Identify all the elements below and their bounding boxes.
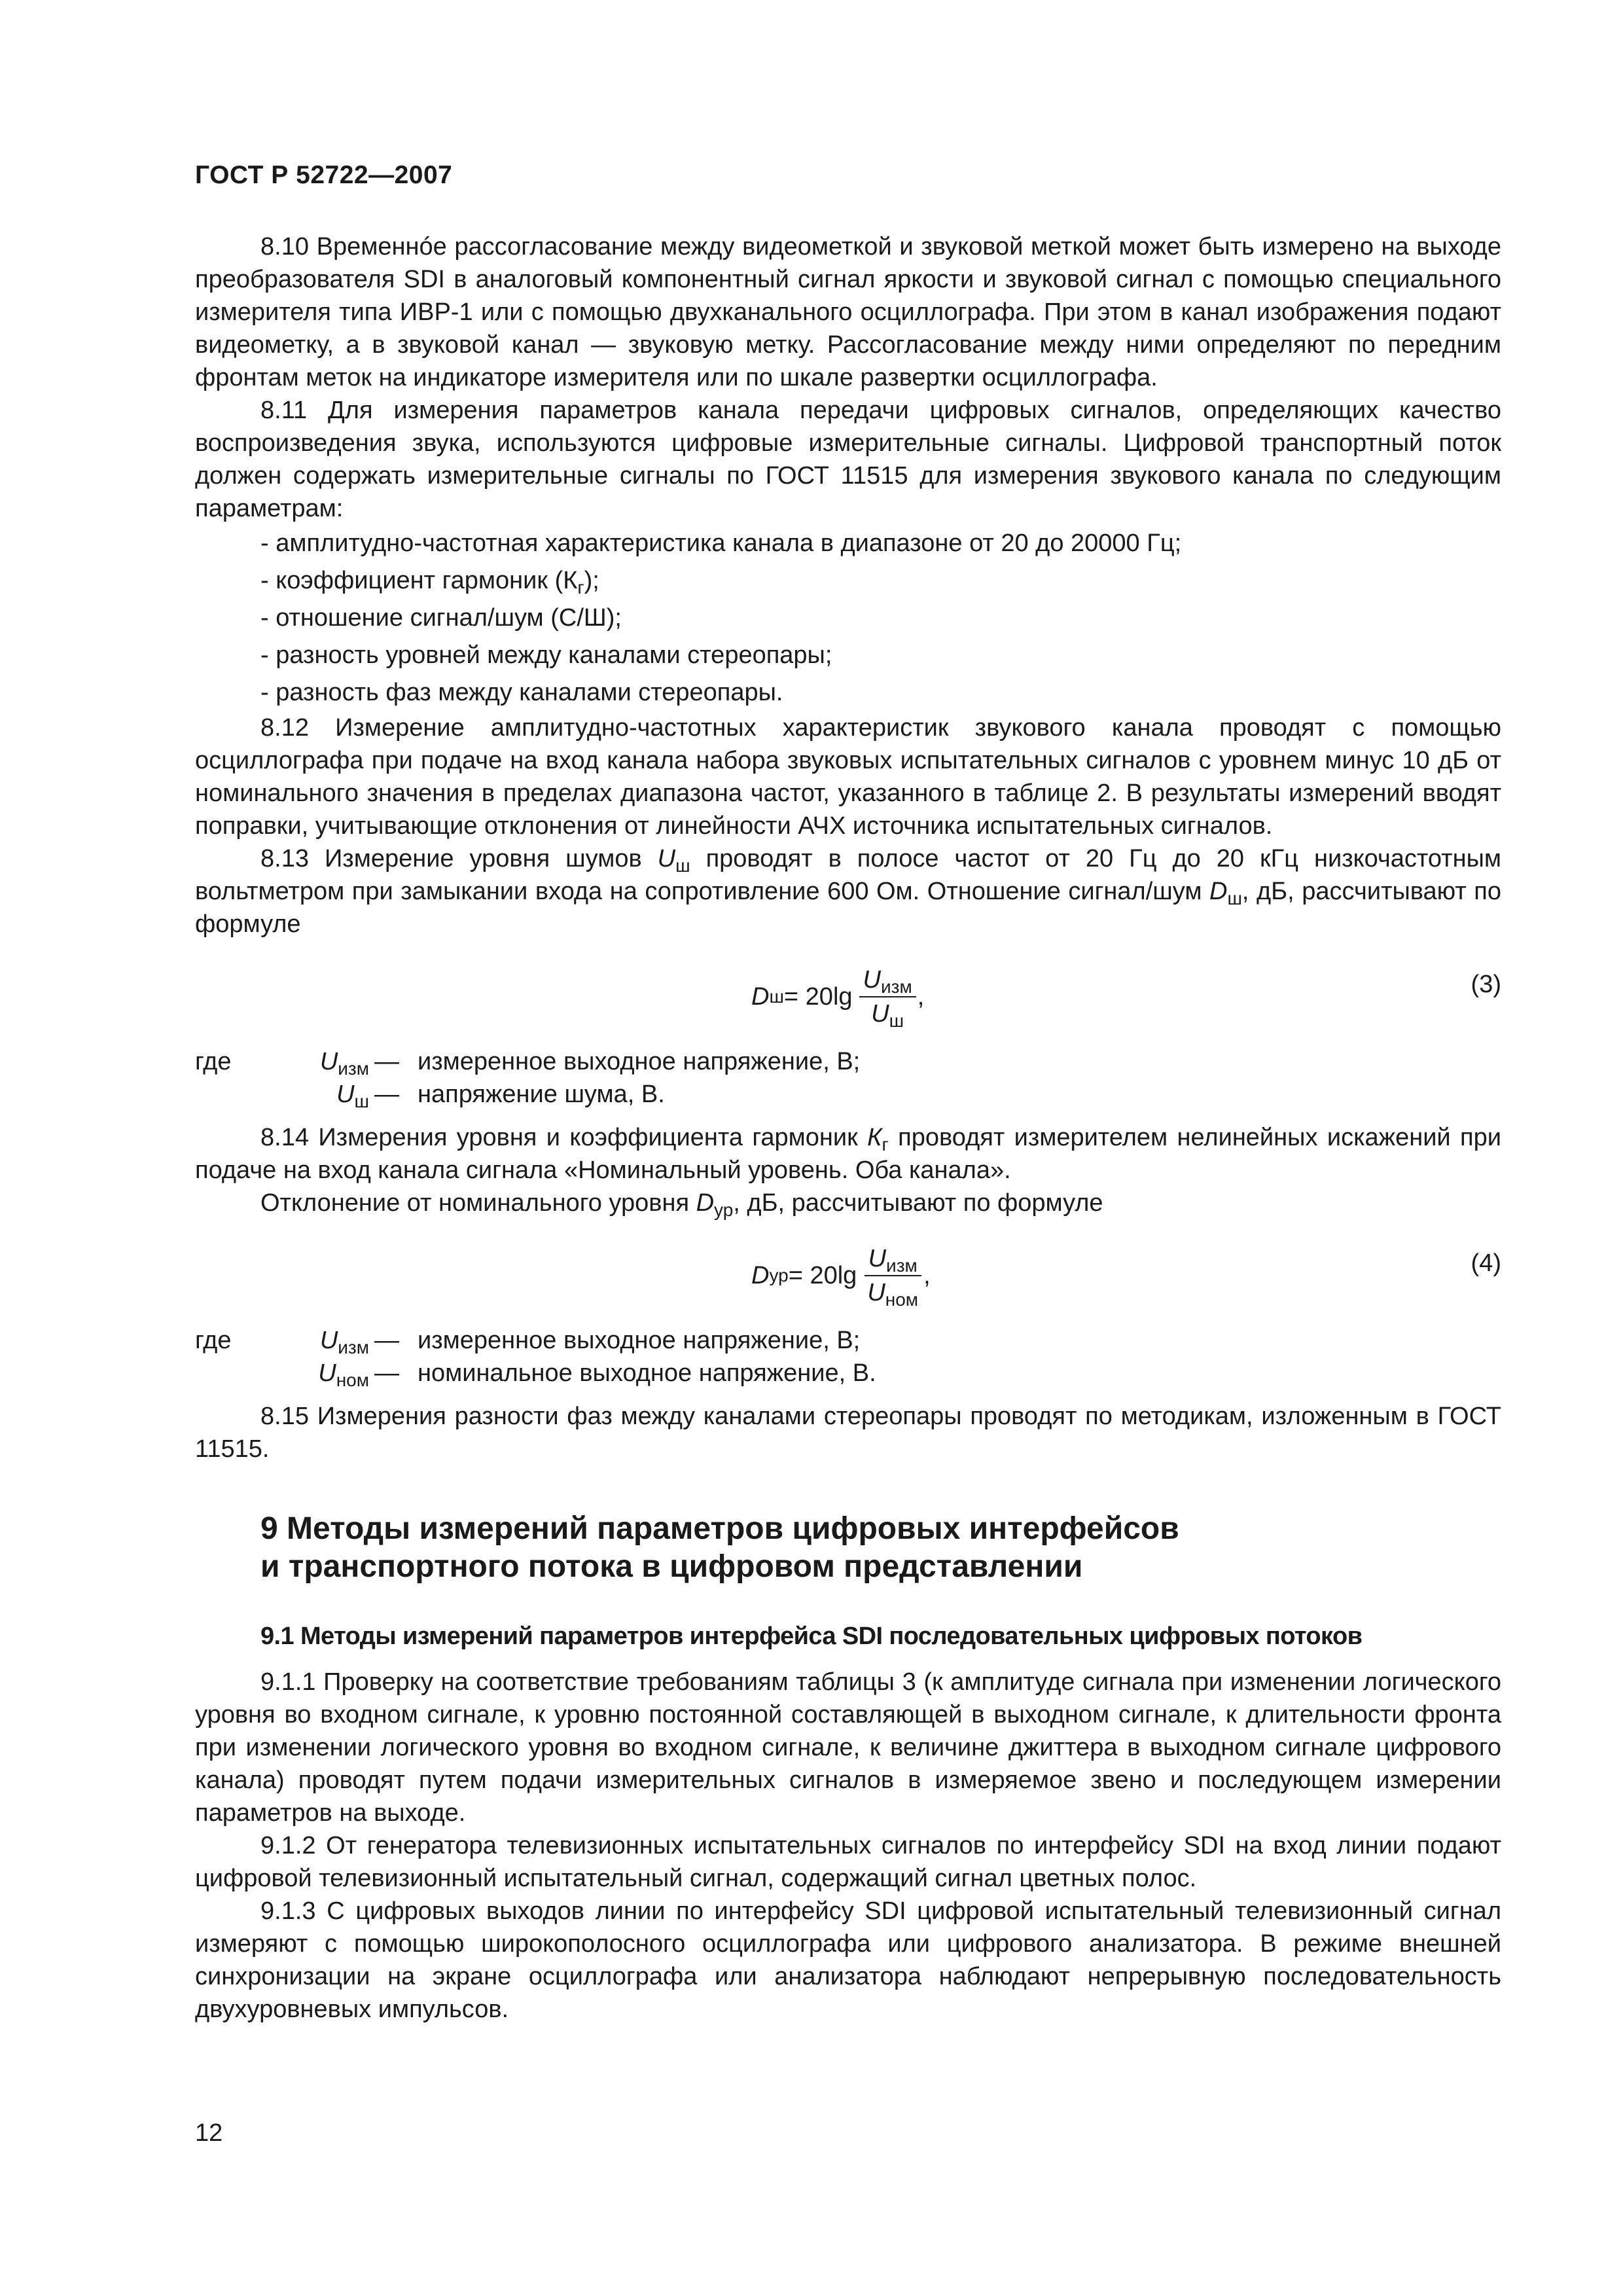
subsection-heading-9-1: 9.1 Методы измерений параметров интерфейса SDI последовательных цифровых потоков (260, 1623, 1363, 1650)
formula-number: (4) (1471, 1249, 1501, 1277)
where-prefix: где (195, 1048, 232, 1075)
subscript: ном (336, 1370, 369, 1390)
subscript: ш (675, 855, 690, 876)
where-text: измеренное выходное напряжение, В; (418, 1048, 861, 1075)
where-text: измеренное выходное напряжение, В; (418, 1327, 861, 1354)
paragraph-8-10: 8.10 Временнóе рассогласование между видеометкой и звуковой меткой может быть измерено на выходе преобразователя SDI в аналоговый компонентный сигнал яркости и звуковой сигнал с помощью специального измерителя типа ИВР-1 или с помощью двухканального осциллографа. При этом в канал изображения подают видеометку, а в звуковой канал — звуковую метку. Рассогласование между ними определяют по передним фронтам меток на индикаторе измерителя или по шкале развертки осциллографа. (195, 233, 1501, 391)
symbol: К (867, 1124, 882, 1151)
formula-tail: , (923, 1262, 931, 1289)
document-header: ГОСТ Р 52722—2007 (195, 161, 453, 189)
symbol: D (696, 1189, 715, 1217)
text-run: 8.14 Измерения уровня и коэффициента гармоник (260, 1124, 868, 1151)
subscript: ном (885, 1289, 919, 1310)
where-row (195, 1357, 1501, 1390)
list-item-text: ); (584, 567, 599, 594)
text-run: Отклонение от номинального уровня (260, 1189, 696, 1217)
formula-body: D ур = 20lg $\frac{U_{изм}}{U_{ном}}$ , (751, 1234, 931, 1318)
formula-lhs: D (751, 1262, 770, 1289)
subscript: ш (889, 1011, 904, 1031)
text-run: , дБ, рассчитывают по формуле (733, 1189, 1103, 1217)
where-dash: — (374, 1327, 399, 1354)
where-prefix-spacer (195, 1078, 257, 1111)
paragraph-9-1-1: 9.1.1 Проверку на соответствие требованиям таблицы 3 (к амплитуде сигнала при изменении логического уровня во входном сигнале, к уровню постоянной составляющей в выходном сигнале, к длительности фронта при изменении логического уровня во входном сигнале, к величине джиттера в выходном сигнале цифрового канала) проводят путем подачи измерительных сигналов в измеряемое звено и последующем измерении параметров на выходе. (195, 1668, 1501, 1827)
paragraph-8-13 (195, 842, 1501, 941)
section-heading-9 (195, 1510, 1501, 1586)
formula-lhs: D (751, 983, 770, 1011)
formula-tail: , (917, 983, 925, 1011)
text-run: проводят измерителем нелинейных искажений при подаче на вход канала сигнала «Номинальный уровень. Оба канала». (195, 1124, 1501, 1184)
where-row (195, 1078, 1501, 1111)
where-symbol (257, 1045, 369, 1078)
where-text: напряжение шума, В. (418, 1081, 665, 1108)
subscript: изм (338, 1058, 369, 1079)
fraction (859, 963, 916, 1030)
fraction-denominator (863, 1276, 922, 1309)
fraction-numerator (865, 1242, 921, 1276)
subscript: г (882, 1134, 889, 1155)
text-run: проводят в полосе частот от 20 Гц до 20 кГц низкочастотным вольтметром при замыкании входа на сопротивление 600 Ом. Отношение сигнал/шум (195, 845, 1501, 905)
subscript: изм (338, 1337, 369, 1357)
subscript: ш (354, 1091, 369, 1111)
paragraph-9-1-2: 9.1.2 От генератора телевизионных испытательных сигналов по интерфейсу SDI на вход линии подают цифровой телевизионный испытательный сигнал, содержащий сигнал цветных полос. (195, 1832, 1501, 1892)
where-dash: — (374, 1359, 399, 1387)
where-row (195, 1324, 1501, 1357)
symbol: U (319, 1048, 338, 1075)
fraction (863, 1242, 922, 1309)
symbol: U (863, 966, 881, 994)
symbol: U (871, 1000, 889, 1028)
symbol: U (657, 845, 676, 872)
where-block-3 (195, 1045, 1501, 1111)
page-number: 12 (195, 2119, 223, 2147)
fraction-numerator (859, 963, 916, 997)
where-row (195, 1045, 1501, 1078)
heading-line: и транспортного потока в цифровом представлении (260, 1549, 1083, 1584)
where-dash: — (374, 1081, 399, 1108)
symbol: U (867, 1279, 885, 1306)
list-item-text: коэффициент гармоник (К (276, 567, 578, 594)
symbol: D (1209, 878, 1228, 905)
subscript: изм (880, 977, 912, 997)
list-item: - амплитудно-частотная характеристика канала в диапазоне от 20 до 20000 Гц; (195, 525, 1501, 562)
paragraph-8-14-deviation (195, 1187, 1501, 1219)
text-run: , дБ, рассчитывают по формуле (195, 878, 1501, 938)
paragraph-8-14 (195, 1121, 1501, 1187)
where-prefix-spacer (195, 1357, 257, 1390)
list-item (195, 562, 1501, 600)
where-symbol (257, 1357, 369, 1390)
paragraph-8-15: 8.15 Измерения разности фаз между каналами стереопары проводят по методикам, изложенным в ГОСТ 11515. (195, 1403, 1501, 1463)
parameter-list (195, 525, 1501, 711)
symbol: U (336, 1081, 355, 1108)
formula-3 (195, 955, 1501, 1039)
subscript: г (577, 577, 584, 598)
symbol: U (319, 1327, 338, 1354)
list-item: - отношение сигнал/шум (С/Ш); (195, 600, 1501, 637)
text-run: 8.13 Измерение уровня шумов (260, 845, 658, 872)
formula-operator: = 20lg (783, 983, 853, 1011)
paragraph-8-11: 8.11 Для измерения параметров канала передачи цифровых сигналов, определяющих качество воспроизведения звука, используются цифровые измерительные сигналы. Цифровой транспортный поток должен содержать измерительные сигналы по ГОСТ 11515 для измерения звукового канала по следующим параметрам: (195, 397, 1501, 522)
paragraph-9-1-3: 9.1.3 С цифровых выходов линии по интерфейсу SDI цифровой испытательный телевизионный сигнал измеряют с помощью широкополосного осциллографа или цифрового анализатора. В режиме внешней синхронизации на экране осциллографа или анализатора наблюдают непрерывную последовательность двухуровневых импульсов. (195, 1897, 1501, 2023)
heading-line: 9 Методы измерений параметров цифровых интерфейсов (260, 1511, 1179, 1546)
list-item: - разность фаз между каналами стереопары. (195, 674, 1501, 711)
where-symbol (257, 1078, 369, 1111)
fraction-denominator (867, 997, 908, 1030)
subscript: изм (886, 1255, 918, 1276)
formula-4 (195, 1234, 1501, 1318)
symbol: U (868, 1245, 887, 1272)
formula-operator: = 20lg (788, 1262, 857, 1289)
document-body (195, 230, 1501, 2026)
formula-number: (3) (1471, 971, 1501, 998)
symbol: U (318, 1359, 336, 1387)
formula-body: D ш = 20lg $\frac{U_{изм}}{U_ш}$ , (751, 955, 924, 1039)
where-symbol (257, 1324, 369, 1357)
subscript: ш (1227, 888, 1242, 908)
where-dash: — (374, 1048, 399, 1075)
list-item: - разность уровней между каналами стереопары; (195, 637, 1501, 674)
subscript: ур (714, 1200, 734, 1220)
where-text: номинальное выходное напряжение, В. (418, 1359, 876, 1387)
paragraph-8-12: 8.12 Измерение амплитудно-частотных характеристик звукового канала проводят с помощью осциллографа при подаче на вход канала набора звуковых испытательных сигналов с уровнем минус 10 дБ от номинального значения в пределах диапазона частот, указанного в таблице 2. В результаты измерений вводят поправки, учитывающие отклонения от линейности АЧХ источника испытательных сигналов. (195, 714, 1501, 840)
where-prefix: где (195, 1327, 232, 1354)
where-block-4 (195, 1324, 1501, 1390)
